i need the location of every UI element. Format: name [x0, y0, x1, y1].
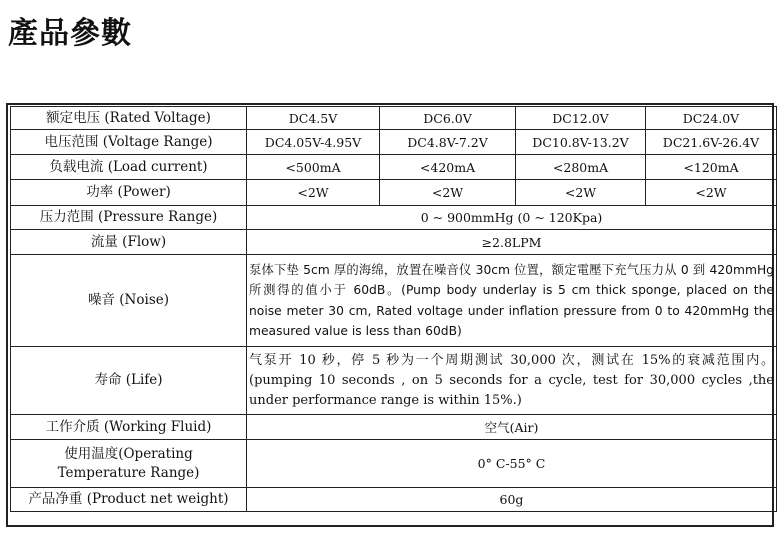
table-row-power — [11, 180, 777, 206]
load-current-cell: <500mA — [247, 155, 380, 180]
spec-table — [10, 106, 777, 512]
power-cell: <2W — [646, 180, 777, 206]
flow-value: ≥2.8LPM — [247, 230, 777, 255]
row-label-working-fluid: 工作介质 (Working Fluid) — [11, 415, 247, 440]
table-row-voltage-range — [11, 130, 777, 155]
load-current-cell: <420mA — [380, 155, 516, 180]
table-row-net-weight — [11, 488, 777, 512]
load-current-cell: <120mA — [646, 155, 777, 180]
voltage-range-cell: DC4.8V-7.2V — [380, 130, 516, 155]
table-row-life — [11, 347, 777, 415]
row-label-net-weight: 产品净重 (Product net weight) — [11, 488, 247, 512]
rated-voltage-cell: DC4.5V — [247, 107, 380, 130]
voltage-range-cell: DC21.6V-26.4V — [646, 130, 777, 155]
row-label-noise: 噪音 (Noise) — [11, 255, 247, 347]
voltage-range-cell: DC10.8V-13.2V — [516, 130, 646, 155]
row-label-voltage-range: 电压范围 (Voltage Range) — [11, 130, 247, 155]
rated-voltage-cell: DC24.0V — [646, 107, 777, 130]
table-row-working-fluid — [11, 415, 777, 440]
page-title: 產品參數 — [8, 16, 132, 51]
row-label-operating-temperature — [11, 440, 247, 488]
rated-voltage-cell: DC12.0V — [516, 107, 646, 130]
working-fluid-value: 空气(Air) — [247, 415, 777, 440]
pressure-range-value: 0 ~ 900mmHg (0 ~ 120Kpa) — [247, 206, 777, 230]
operating-temperature-value: 0° C-55° C — [247, 440, 777, 488]
table-row-load-current — [11, 155, 777, 180]
table-row-pressure-range — [11, 206, 777, 230]
noise-value: 泵体下垫 5cm 厚的海绵，放置在噪音仪 30cm 位置，额定電壓下充气压力从 0 到 420mmHg 所测得的值小于 60dB。(Pump body underlay is 5 cm thick sponge, placed on the noise meter 30 cm, Rated voltage under inflation pressure from 0 to 420mmHg the measured value is less than 60dB) — [247, 255, 777, 347]
row-label-pressure-range: 压力范围 (Pressure Range) — [11, 206, 247, 230]
row-label-life: 寿命 (Life) — [11, 347, 247, 415]
row-label-flow: 流量 (Flow) — [11, 230, 247, 255]
table-row-flow — [11, 230, 777, 255]
power-cell: <2W — [247, 180, 380, 206]
power-cell: <2W — [380, 180, 516, 206]
operating-temperature-label-line1: 使用温度(Operating — [64, 445, 193, 462]
table-row-operating-temperature — [11, 440, 777, 488]
table-row-rated-voltage — [11, 107, 777, 130]
row-label-power: 功率 (Power) — [11, 180, 247, 206]
table-row-noise — [11, 255, 777, 347]
voltage-range-cell: DC4.05V-4.95V — [247, 130, 380, 155]
operating-temperature-label-line2: Temperature Range) — [57, 464, 200, 481]
load-current-cell: <280mA — [516, 155, 646, 180]
rated-voltage-cell: DC6.0V — [380, 107, 516, 130]
power-cell: <2W — [516, 180, 646, 206]
net-weight-value: 60g — [247, 488, 777, 512]
life-value: 气泵开 10 秒，停 5 秒为一个周期测试 30,000 次，测试在 15%的衰减范围内。 (pumping 10 seconds , on 5 seconds for a cycle, test for 30,000 cycles ,the under performance range is within 15%.) — [247, 347, 777, 415]
row-label-load-current: 负载电流 (Load current) — [11, 155, 247, 180]
row-label-rated-voltage: 额定电压 (Rated Voltage) — [11, 107, 247, 130]
